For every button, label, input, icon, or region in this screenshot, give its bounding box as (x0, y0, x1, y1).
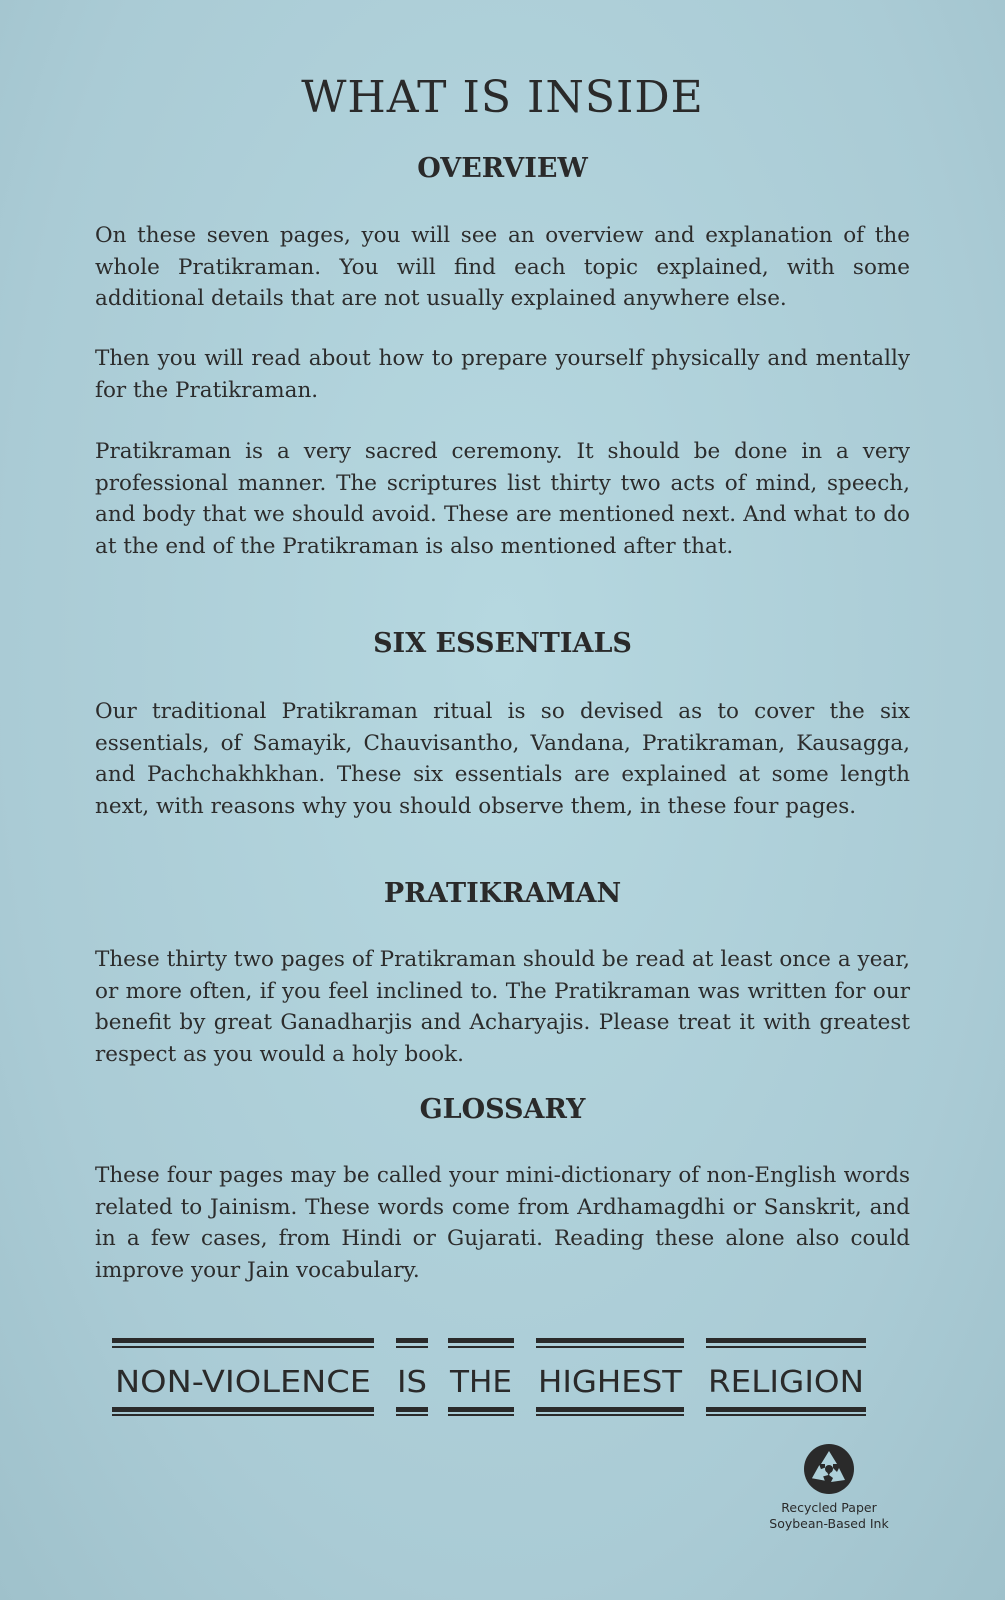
motto-word-2: IS (397, 1365, 427, 1400)
motto-word-5: RELIGION (708, 1365, 864, 1400)
section-heading-overview: OVERVIEW (417, 153, 588, 184)
motto-word-3: THE (448, 1365, 512, 1400)
motto-word-4: HIGHEST (538, 1365, 683, 1400)
overview-paragraph-2: Then you will read about how to prepare yourself physically and mentally for the Pratikraman. (95, 346, 910, 403)
pratikraman-paragraph: These thirty two pages of Pratikraman should be read at least once a year, or more often, if you feel inclined to. The Pratikraman was written for our benefit by great Ganadharjis and Acharyajis. Please treat it with greatest respect as you would a holy book. (95, 947, 910, 1067)
recycle-label-2: Soybean-Based Ink (769, 1516, 889, 1531)
overview-paragraph-3: Pratikraman is a very sacred ceremony. It should be done in a very professional manner. The scriptures list thirty two acts of mind, speech, and body that we should avoid. These are mentioned next. And what to do at the end of the Pratikraman is also mentioned after that. (95, 439, 910, 559)
motto-banner (112, 1338, 882, 1420)
section-heading-six-essentials: SIX ESSENTIALS (373, 628, 632, 659)
recycle-icon (802, 1442, 856, 1496)
six-essentials-paragraph: Our traditional Pratikraman ritual is so devised as to cover the six essentials, of Samayik, Chauvisantho, Vandana, Pratikraman, Kausagga, and Pachchakhkhan. These six essentials are explained at some length next, with reasons why you should observe them, in these four pages. (95, 699, 910, 819)
page-title: WHAT IS INSIDE (301, 72, 704, 123)
motto-word-1: NON-VIOLENCE (115, 1365, 371, 1400)
glossary-paragraph: These four pages may be called your mini-dictionary of non-English words related to Jainism. These words come from Ardhamagdhi or Sanskrit, and in a few cases, from Hindi or Gujarati. Reading these alone also could improve your Jain vocabulary. (95, 1163, 910, 1283)
overview-paragraph-1: On these seven pages, you will see an overview and explanation of the whole Pratikraman. You will find each topic explained, with some additional details that are not usually explained anywhere else. (95, 223, 910, 311)
recycle-label-1: Recycled Paper (781, 1500, 877, 1515)
section-heading-glossary: GLOSSARY (419, 1094, 586, 1125)
recycle-block (744, 1442, 914, 1532)
section-heading-pratikraman: PRATIKRAMAN (383, 878, 622, 909)
